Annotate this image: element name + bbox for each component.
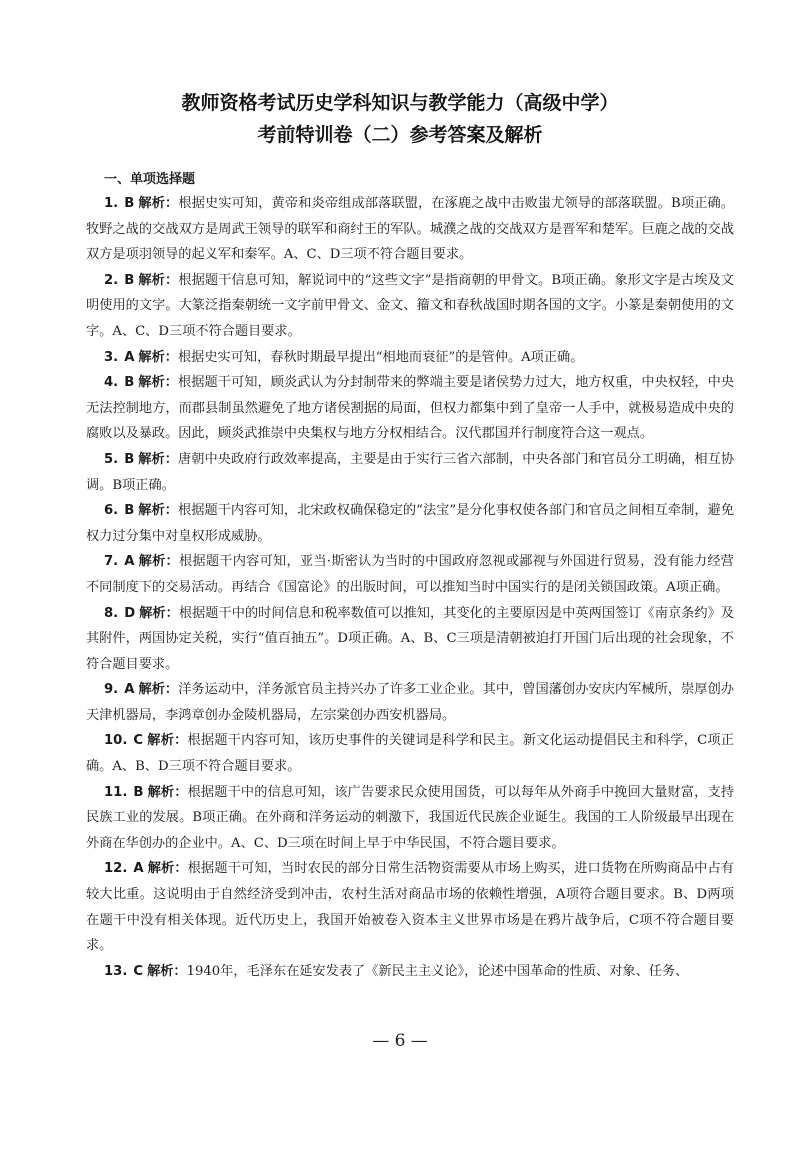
answer-item xyxy=(86,191,734,268)
analysis-label: 解析： xyxy=(147,861,188,877)
answer-letter: B xyxy=(124,503,135,519)
analysis-label: 解析： xyxy=(147,963,187,979)
answer-item xyxy=(86,601,734,678)
question-number: 9. xyxy=(104,682,119,698)
answer-letter: B xyxy=(133,784,144,800)
analysis-text: 洋务运动中，洋务派官员主持兴办了许多工业企业。其中，曾国藩创办安庆内军械所，崇厚创办天津机器局，李鸿章创办金陵机器局，左宗棠创办西安机器局。 xyxy=(86,682,735,723)
answer-letter: B xyxy=(124,451,135,467)
analysis-text: 1940年，毛泽东在延安发表了《新民主主义论》，论述中国革命的性质、对象、任务、 xyxy=(186,963,689,979)
answer-item xyxy=(86,447,734,498)
question-number: 2. xyxy=(104,272,119,288)
answer-item xyxy=(86,549,734,600)
answer-letter: B xyxy=(124,272,135,288)
section-heading: 一、单项选择题 xyxy=(104,172,196,187)
analysis-text: 根据题干内容可知，亚当·斯密认为当时的中国政府忽视或鄙视与外国进行贸易，没有能力经营不同制度下的交易活动。再结合《国富论》的出版时间，可以推知当时中国实行的是闭关锁国政策。A项正确。 xyxy=(86,554,734,595)
analysis-label: 解析： xyxy=(147,733,188,749)
answer-letter: A xyxy=(133,861,144,877)
document-title: 教师资格考试历史学科知识与教学能力（高级中学） xyxy=(181,92,619,114)
answer-letter: B xyxy=(124,196,135,211)
question-number: 11. xyxy=(104,784,128,800)
question-number: 6. xyxy=(104,503,119,519)
answer-item xyxy=(86,345,734,371)
answer-item xyxy=(86,959,734,985)
answer-list xyxy=(86,191,734,984)
answer-item xyxy=(86,370,734,447)
analysis-text: 根据题干内容可知，北宋政权确保稳定的“法宝”是分化事权使各部门和官员之间相互牵制，避免权力过分集中对皇权形成威胁。 xyxy=(86,503,735,544)
analysis-text: 唐朝中央政府行政效率提高，主要是由于实行三省六部制，中央各部门和官员分工明确，相互协调。B项正确。 xyxy=(86,451,735,493)
question-number: 13. xyxy=(104,963,128,979)
analysis-label: 解析： xyxy=(138,554,179,570)
answer-letter: D xyxy=(124,605,136,621)
answer-letter: C xyxy=(133,963,144,979)
answer-letter: A xyxy=(124,554,135,570)
question-number: 12. xyxy=(104,861,128,877)
analysis-text: 根据史实可知，春秋时期最早提出“相地而衰征”的是管仲。A项正确。 xyxy=(177,349,584,365)
analysis-label: 解析： xyxy=(138,451,179,467)
page-number: — 6 — xyxy=(372,1031,428,1051)
question-number: 8. xyxy=(104,605,119,621)
analysis-label: 解析： xyxy=(138,375,179,391)
question-number: 1. xyxy=(104,196,119,211)
answer-letter: A xyxy=(124,349,135,365)
answer-item xyxy=(86,498,734,549)
analysis-text: 根据题干中的信息可知，该广告要求民众使用国货，可以每年从外商手中挽回大量财富，支持民族工业的发展。B项正确。在外商和洋务运动的刺激下，我国近代民族企业诞生。我国的工人阶级最早出现在外商在华创办的企业中。A、C、D三项在时间上早于中华民国，不符合题目要求。 xyxy=(86,784,735,851)
analysis-text: 根据题干可知，当时农民的部分日常生活物资需要从市场上购买，进口货物在所购商品中占有较大比重。这说明由于自然经济受到冲击，农村生活对商品市场的依赖性增强，A项符合题目要求。B、D两项在题干中没有相关体现。近代历史上，我国开始被卷入资本主义世界市场是在鸦片战争后，C项不符合题目要求。 xyxy=(86,861,734,954)
answer-letter: A xyxy=(124,682,135,698)
answer-letter: C xyxy=(133,733,144,749)
analysis-text: 根据题干中的时间信息和税率数值可以推知，其变化的主要原因是中英两国签订《南京条约》及其附件，两国协定关税，实行“值百抽五”。D项正确。A、B、C三项是清朝被迫打开国门后出现的社会现象，不符合题目要求。 xyxy=(86,605,735,672)
analysis-text: 根据题干信息可知，解说词中的“这些文字”是指商朝的甲骨文。B项正确。象形文字是古埃及文明使用的文字。大篆泛指秦朝统一文字前甲骨文、金文、籀文和春秋战国时期各国的文字。小篆是秦朝使用的文字。A、C、D三项不符合题目要求。 xyxy=(86,272,735,339)
analysis-text: 根据题干可知，顾炎武认为分封制带来的弊端主要是诸侯势力过大，地方权重，中央权轻，中央无法控制地方，而郡县制虽然避免了地方诸侯割据的局面，但权力都集中到了皇帝一人手中，就极易造成中央的腐败以及暴政。因此，顾炎武推崇中央集权与地方分权相结合。汉代郡国并行制度符合这一观点。 xyxy=(86,375,735,442)
analysis-label: 解析： xyxy=(138,682,179,698)
question-number: 3. xyxy=(104,349,119,365)
answer-item xyxy=(86,677,734,728)
analysis-label: 解析： xyxy=(138,196,179,211)
answer-letter: B xyxy=(124,375,135,391)
analysis-text: 根据史实可知，黄帝和炎帝组成部落联盟，在涿鹿之战中击败蚩尤领导的部落联盟。B项正确。牧野之战的交战双方是周武王领导的联军和商纣王的军队。城濮之战的交战双方是晋军和楚军。巨鹿之战的交战双方是项羽领导的起义军和秦军。A、C、D三项不符合题目要求。 xyxy=(86,196,735,263)
answer-item xyxy=(86,856,734,958)
analysis-label: 解析： xyxy=(138,503,178,519)
analysis-label: 解析： xyxy=(139,605,179,621)
analysis-label: 解析： xyxy=(138,349,178,365)
answer-item xyxy=(86,728,734,779)
question-number: 5. xyxy=(104,451,119,467)
question-number: 10. xyxy=(104,733,128,749)
answer-item xyxy=(86,268,734,345)
question-number: 4. xyxy=(104,375,119,391)
answer-item xyxy=(86,780,734,857)
analysis-text: 根据题干内容可知，该历史事件的关键词是科学和民主。新文化运动提倡民主和科学，C项正确。A、B、D三项不符合题目要求。 xyxy=(86,733,734,775)
analysis-label: 解析： xyxy=(147,784,188,800)
document-subtitle: 考前特训卷（二）参考答案及解析 xyxy=(257,124,543,146)
analysis-label: 解析： xyxy=(138,272,179,288)
question-number: 7. xyxy=(104,554,119,570)
